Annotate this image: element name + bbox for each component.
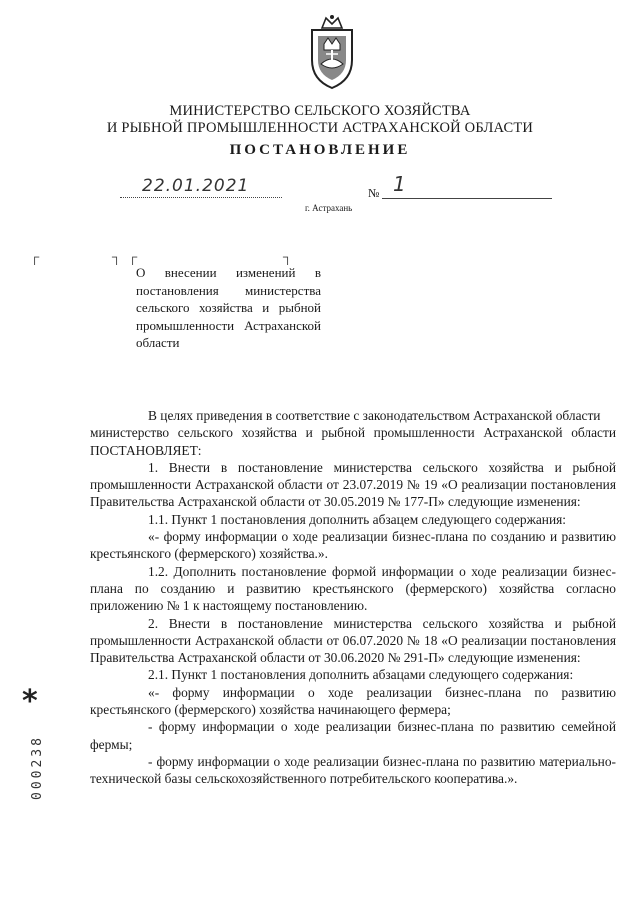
ministry-line-2: И РЫБНОЙ ПРОМЫШЛЕННОСТИ АСТРАХАНСКОЙ ОБЛАСТИ <box>106 120 534 136</box>
corner-mark-left-inner: ┐ <box>112 249 122 264</box>
paragraph-2: 2. Внести в постановление министерства сельского хозяйства и рыбной промышленности Астраханской области от 06.07.2020 № 18 «О реализации постановления Правительства Астраханской области от 30.06.2020 № 291-П» следующие изменения: <box>90 615 616 666</box>
ministry-line-1: МИНИСТЕРСТВО СЕЛЬСКОГО ХОЗЯЙСТВА <box>169 103 471 119</box>
paragraph-2-1-a: «- форму информации о ходе реализации бизнес-плана по развитию крестьянского (фермерского) хозяйства начинающего фермера; <box>90 684 616 718</box>
date-underline <box>120 197 282 198</box>
body-intro-cont: министерство сельского хозяйства и рыбной промышленности Астраханской области ПОСТАНОВЛЯЕТ: <box>90 425 616 458</box>
number-sign: № <box>368 186 380 200</box>
corner-mark-subject-right: ┐ <box>283 249 293 264</box>
number-underline <box>382 198 552 199</box>
city-name: г. Астрахань <box>305 203 353 213</box>
stamp-asterisk: * <box>22 684 38 719</box>
paragraph-1-1-quote: «- форму информации о ходе реализации бизнес-плана по созданию и развитию крестьянского (фермерского) хозяйства.». <box>90 529 616 562</box>
paragraph-2-1-b: - форму информации о ходе реализации бизнес-плана по развитию семейной фермы; <box>90 719 616 752</box>
paragraph-1: 1. Внести в постановление министерства сельского хозяйства и рыбной промышленности Астраханской области от 23.07.2019 № 19 «О реализации постановления Правительства Астраханской области от 30.05.2019 № 177-П» следующие изменения: <box>90 459 616 510</box>
paragraph-2-1: 2.1. Пункт 1 постановления дополнить абзацами следующего содержания: <box>148 667 574 683</box>
document-date: 22.01.2021 <box>142 176 250 196</box>
paragraph-1-1: 1.1. Пункт 1 постановления дополнить абзацем следующего содержания: <box>148 511 567 527</box>
ministry-name <box>0 103 640 137</box>
coat-of-arms-emblem <box>304 14 360 90</box>
document-body <box>90 407 616 788</box>
document-number: 1 <box>393 172 406 196</box>
stamp-serial: 000238 <box>30 735 45 800</box>
document-subject: О внесении изменений в постановления министерства сельского хозяйства и рыбной промышленности Астраханской области <box>136 265 321 350</box>
document-type: ПОСТАНОВЛЕНИЕ <box>229 142 411 158</box>
paragraph-1-2: 1.2. Дополнить постановление формой информации о ходе реализации бизнес-плана по созданию и развитию крестьянского (фермерского) хозяйства согласно приложению № 1 к настоящему постановлению. <box>90 563 616 614</box>
corner-mark-subject-left: ┌ <box>128 249 138 264</box>
body-intro: В целях приведения в соответствие с законодательством Астраханской области <box>148 408 601 423</box>
corner-mark-left: ┌ <box>30 249 40 264</box>
paragraph-2-1-c: - форму информации о ходе реализации бизнес-плана по развитию материально-технической базы сельскохозяйственного потребительского кооператива.». <box>90 753 616 787</box>
